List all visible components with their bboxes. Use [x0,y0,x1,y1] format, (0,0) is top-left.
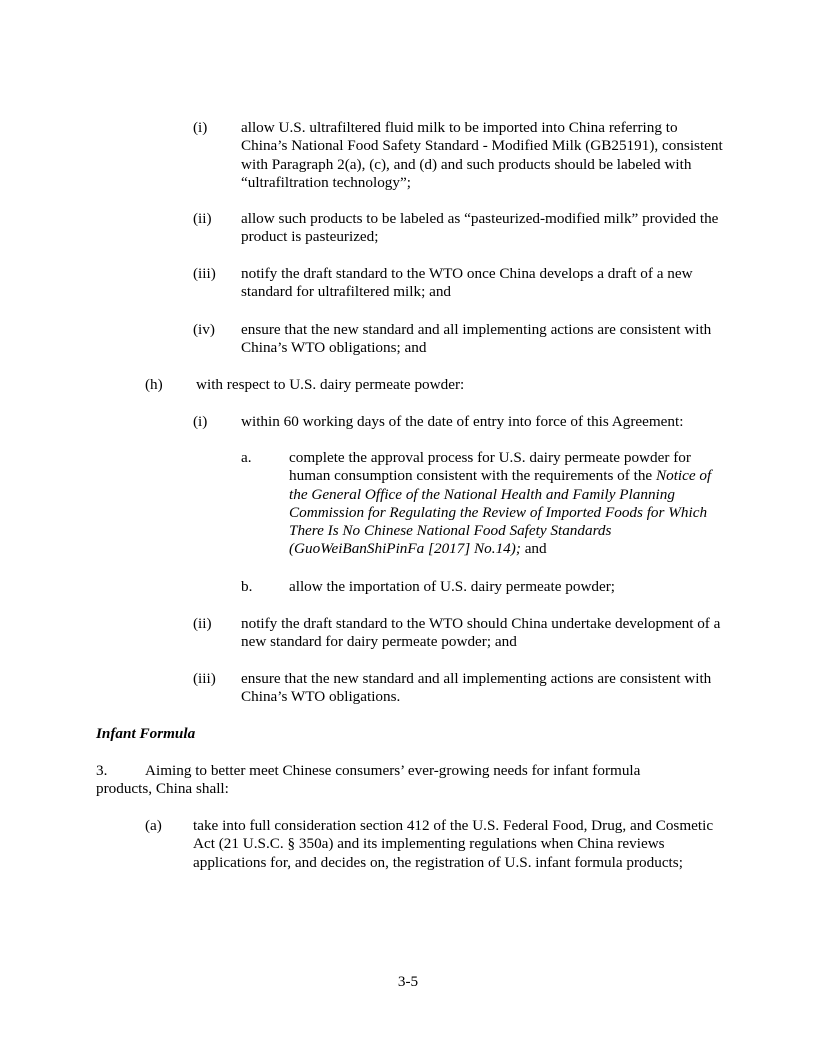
clause-text: allow such products to be labeled as “pasteurized-modified milk” provided the product is pasteurized; [241,210,719,246]
clause-text: allow U.S. ultrafiltered fluid milk to be imported into China referring to China’s National Food Safety Standard - Modified Milk (GB25191), consistent with Paragraph 2(a), (c), and (d) and such products should be labeled with “ultrafiltration technology”; [241,119,723,191]
clause-label: (ii) [193,210,212,227]
paragraph-text-first-line: Aiming to better meet Chinese consumers’ ever-growing needs for infant formula [145,762,641,779]
page-number: 3-5 [397,973,419,990]
clause-text: notify the draft standard to the WTO should China undertake development of a new standard for dairy permeate powder; and [241,615,721,651]
clause-text: notify the draft standard to the WTO once China develops a draft of a new standard for ultrafiltered milk; and [241,265,693,301]
clause-text: ensure that the new standard and all implementing actions are consistent with China’s WTO obligations; and [241,321,712,357]
clause-text: allow the importation of U.S. dairy permeate powder; [289,578,616,595]
clause-text: ensure that the new standard and all implementing actions are consistent with China’s WTO obligations. [241,670,712,706]
clause-label: (iv) [193,321,215,338]
clause-text [289,449,724,559]
clause-text-tail: and [520,540,547,558]
paragraph-number: 3. [96,762,108,779]
clause-label: (i) [193,119,208,136]
clause-text: take into full consideration section 412 of the U.S. Federal Food, Drug, and Cosmetic Act (21 U.S.C. § 350a) and its implementing regulations when China reviews applications for, and decides on, the registration of U.S. infant formula products; [193,817,714,871]
clause-label: (ii) [193,615,212,632]
clause-label: (iii) [193,670,216,687]
clause-label: a. [241,449,252,466]
clause-label: (i) [193,413,208,430]
notice-title: Notice of the General Office of the National Health and Family Planning Commission for Regulating the Review of Imported Foods for Which There Is No Chinese National Food Safety Standards (GuoWeiBanShiPinFa [2017] No.14); [289,467,712,558]
clause-label: (h) [145,376,163,393]
clause-text: with respect to U.S. dairy permeate powder: [196,376,465,393]
clause-text-plain: complete the approval process for U.S. dairy permeate powder for human consumption consistent with the requirements of the [289,449,691,485]
clause-label: (a) [145,817,162,834]
section-heading: Infant Formula [96,725,196,742]
paragraph-text-rest: products, China shall: [96,780,229,797]
clause-label: (iii) [193,265,216,282]
clause-text: within 60 working days of the date of entry into force of this Agreement: [241,413,684,430]
clause-label: b. [241,578,253,595]
